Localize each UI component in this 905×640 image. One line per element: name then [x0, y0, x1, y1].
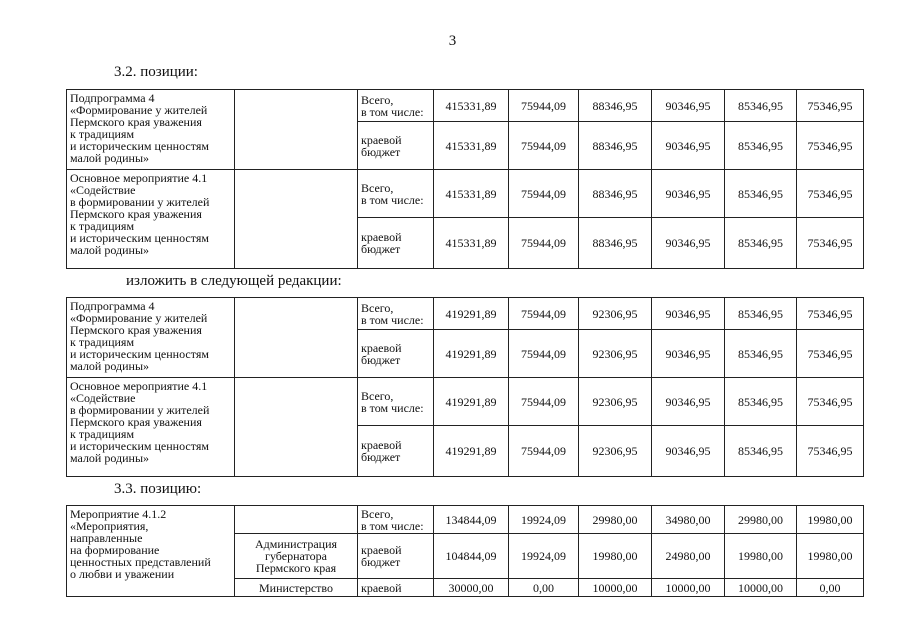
amount-cell: 75944,09	[509, 90, 579, 122]
section-heading-new-edition: изложить в следующей редакции:	[126, 273, 342, 289]
amount-cell: 419291,89	[434, 330, 509, 378]
executor-cell	[235, 378, 358, 477]
amount-cell: 0,00	[509, 579, 579, 597]
page-number: 3	[448, 33, 457, 49]
table-row	[67, 298, 864, 330]
amount-cell: 90346,95	[652, 218, 725, 269]
table-3-3	[66, 505, 864, 597]
amount-cell: 85346,95	[725, 330, 797, 378]
amount-cell: 92306,95	[579, 426, 652, 477]
table-3-2	[66, 89, 864, 269]
executor-cell	[235, 506, 358, 534]
amount-cell: 419291,89	[434, 426, 509, 477]
amount-cell: 19980,00	[579, 534, 652, 579]
table-row	[67, 170, 864, 218]
amount-cell: 75346,95	[797, 170, 864, 218]
amount-cell: 415331,89	[434, 122, 509, 170]
amount-cell: 419291,89	[434, 298, 509, 330]
executor-cell	[235, 298, 358, 378]
funding-source-cell: краевой бюджет	[358, 330, 434, 378]
amount-cell: 85346,95	[725, 170, 797, 218]
amount-cell: 88346,95	[579, 170, 652, 218]
program-name-cell: Основное мероприятие 4.1 «Содействие в формировании у жителей Пермского края уважения к традициям и историческим ценностям малой родины»	[67, 170, 235, 269]
amount-cell: 19924,09	[509, 506, 579, 534]
amount-cell: 419291,89	[434, 378, 509, 426]
section-heading-3-2: 3.2. позиции:	[114, 64, 198, 80]
amount-cell: 415331,89	[434, 90, 509, 122]
amount-cell: 24980,00	[652, 534, 725, 579]
amount-cell: 88346,95	[579, 122, 652, 170]
amount-cell: 90346,95	[652, 90, 725, 122]
amount-cell: 75346,95	[797, 330, 864, 378]
program-name-cell: Подпрограмма 4 «Формирование у жителей Пермского края уважения к традициям и историческим ценностям малой родины»	[67, 90, 235, 170]
executor-cell: Министерство	[235, 579, 358, 597]
amount-cell: 90346,95	[652, 378, 725, 426]
amount-cell: 75346,95	[797, 298, 864, 330]
amount-cell: 75346,95	[797, 378, 864, 426]
amount-cell: 88346,95	[579, 218, 652, 269]
amount-cell: 0,00	[797, 579, 864, 597]
amount-cell: 34980,00	[652, 506, 725, 534]
amount-cell: 85346,95	[725, 218, 797, 269]
amount-cell: 10000,00	[652, 579, 725, 597]
program-name-cell: Подпрограмма 4 «Формирование у жителей Пермского края уважения к традициям и историческим ценностям малой родины»	[67, 298, 235, 378]
executor-cell: Администрация губернатора Пермского края	[235, 534, 358, 579]
funding-source-cell: краевой	[358, 579, 434, 597]
program-name-cell: Основное мероприятие 4.1 «Содействие в формировании у жителей Пермского края уважения к традициям и историческим ценностям малой родины»	[67, 378, 235, 477]
table-row	[67, 378, 864, 426]
amount-cell: 75346,95	[797, 218, 864, 269]
amount-cell: 19980,00	[797, 506, 864, 534]
funding-source-cell: Всего, в том числе:	[358, 298, 434, 330]
amount-cell: 90346,95	[652, 170, 725, 218]
amount-cell: 19980,00	[797, 534, 864, 579]
amount-cell: 75944,09	[509, 170, 579, 218]
amount-cell: 85346,95	[725, 378, 797, 426]
amount-cell: 85346,95	[725, 122, 797, 170]
amount-cell: 415331,89	[434, 170, 509, 218]
funding-source-cell: краевой бюджет	[358, 122, 434, 170]
amount-cell: 134844,09	[434, 506, 509, 534]
table-new-edition	[66, 297, 864, 477]
amount-cell: 19924,09	[509, 534, 579, 579]
table-row	[67, 506, 864, 534]
amount-cell: 10000,00	[725, 579, 797, 597]
amount-cell: 75944,09	[509, 426, 579, 477]
amount-cell: 75346,95	[797, 426, 864, 477]
section-heading-3-3: 3.3. позицию:	[114, 481, 202, 497]
amount-cell: 90346,95	[652, 298, 725, 330]
measure-name-cell: Мероприятие 4.1.2 «Мероприятия, направленные на формирование ценностных представлений о любви и уважении	[67, 506, 235, 597]
amount-cell: 104844,09	[434, 534, 509, 579]
funding-source-cell: краевой бюджет	[358, 426, 434, 477]
amount-cell: 30000,00	[434, 579, 509, 597]
amount-cell: 75346,95	[797, 90, 864, 122]
executor-cell	[235, 90, 358, 170]
amount-cell: 19980,00	[725, 534, 797, 579]
amount-cell: 90346,95	[652, 330, 725, 378]
amount-cell: 415331,89	[434, 218, 509, 269]
amount-cell: 75346,95	[797, 122, 864, 170]
amount-cell: 29980,00	[725, 506, 797, 534]
table-row	[67, 90, 864, 122]
funding-source-cell: краевой бюджет	[358, 534, 434, 579]
amount-cell: 88346,95	[579, 90, 652, 122]
amount-cell: 75944,09	[509, 330, 579, 378]
funding-source-cell: Всего, в том числе:	[358, 378, 434, 426]
amount-cell: 92306,95	[579, 330, 652, 378]
amount-cell: 75944,09	[509, 298, 579, 330]
amount-cell: 90346,95	[652, 426, 725, 477]
amount-cell: 92306,95	[579, 378, 652, 426]
amount-cell: 75944,09	[509, 218, 579, 269]
amount-cell: 85346,95	[725, 90, 797, 122]
funding-source-cell: краевой бюджет	[358, 218, 434, 269]
amount-cell: 75944,09	[509, 122, 579, 170]
executor-cell	[235, 170, 358, 269]
funding-source-cell: Всего, в том числе:	[358, 506, 434, 534]
amount-cell: 92306,95	[579, 298, 652, 330]
amount-cell: 10000,00	[579, 579, 652, 597]
funding-source-cell: Всего, в том числе:	[358, 90, 434, 122]
amount-cell: 90346,95	[652, 122, 725, 170]
funding-source-cell: Всего, в том числе:	[358, 170, 434, 218]
amount-cell: 85346,95	[725, 426, 797, 477]
amount-cell: 85346,95	[725, 298, 797, 330]
amount-cell: 29980,00	[579, 506, 652, 534]
amount-cell: 75944,09	[509, 378, 579, 426]
